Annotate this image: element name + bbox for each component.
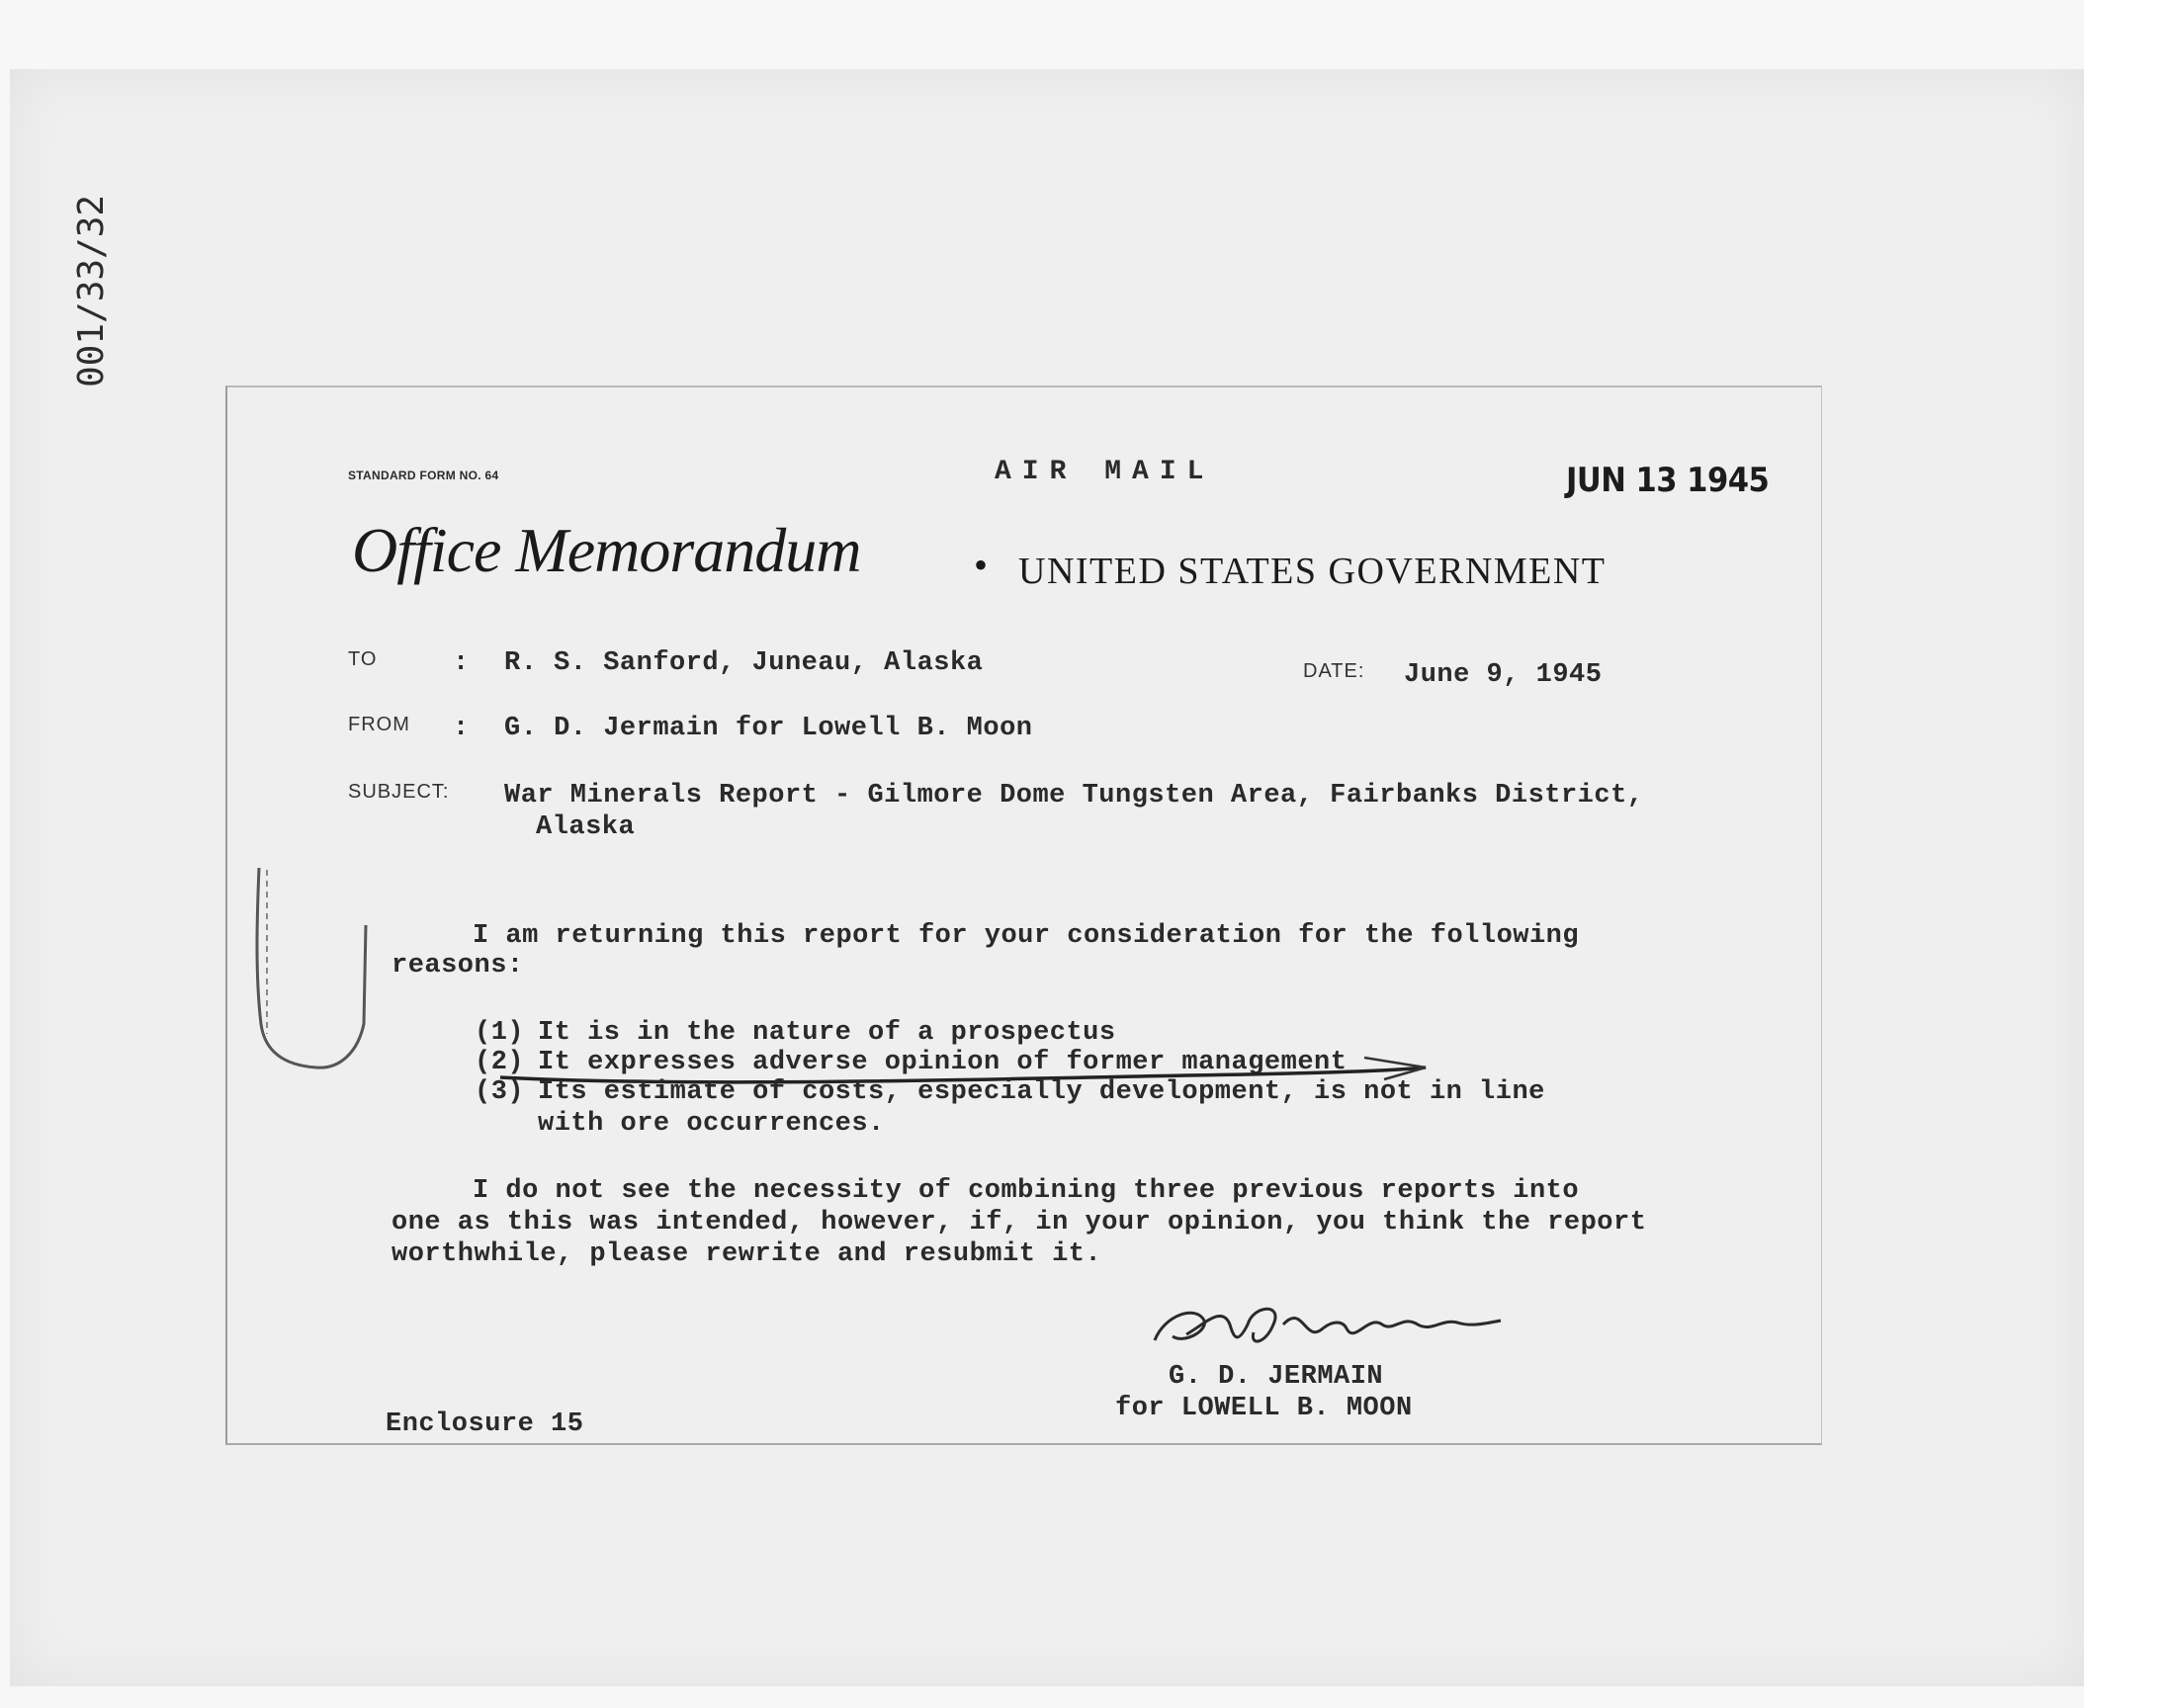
subject-line-1: War Minerals Report - Gilmore Dome Tungsten Area, Fairbanks District, [504, 781, 1644, 811]
signer-name: G. D. JERMAIN [1169, 1362, 1384, 1392]
reason-3-number: (3) [475, 1077, 525, 1107]
from-colon: : [453, 714, 470, 743]
reason-2-text: It expresses adverse opinion of former management [538, 1048, 1348, 1077]
received-date-stamp: JUN 13 1945 [1566, 461, 1770, 500]
to-colon: : [453, 648, 470, 678]
reason-3-continued: with ore occurrences. [538, 1109, 885, 1139]
margin-bracket-mark [241, 856, 390, 1083]
memo-title: Office Memorandum [352, 515, 861, 585]
date-value: June 9, 1945 [1404, 660, 1603, 690]
paragraph-2-line-3: worthwhile, please rewrite and resubmit it. [392, 1239, 1102, 1269]
scan-border [2084, 0, 2175, 1708]
intro-line-2: reasons: [392, 951, 524, 981]
reason-2-number: (2) [475, 1048, 525, 1077]
margin-handwritten-number: 001/33/32 [71, 194, 112, 387]
date-label: DATE: [1303, 660, 1365, 682]
from-value: G. D. Jermain for Lowell B. Moon [504, 714, 1033, 743]
agency-name: UNITED STATES GOVERNMENT [1018, 551, 1607, 592]
to-label: TO [348, 648, 378, 670]
form-number: STANDARD FORM NO. 64 [348, 469, 499, 482]
to-value: R. S. Sanford, Juneau, Alaska [504, 648, 984, 678]
title-separator: • [974, 543, 989, 587]
paragraph-2-line-2: one as this was intended, however, if, in your opinion, you think the report [392, 1208, 1647, 1238]
paragraph-2-line-1: I do not see the necessity of combining three previous reports into [473, 1176, 1580, 1206]
subject-line-2: Alaska [536, 812, 636, 842]
reason-1-number: (1) [475, 1018, 525, 1048]
reason-3-text: Its estimate of costs, especially development, is not in line [538, 1077, 1545, 1107]
signer-for-line: for LOWELL B. MOON [1115, 1394, 1413, 1423]
from-label: FROM [348, 714, 410, 735]
subject-label: SUBJECT: [348, 781, 450, 803]
handwritten-signature [1135, 1285, 1521, 1364]
intro-line-1: I am returning this report for your consideration for the following [473, 921, 1580, 951]
reason-1-text: It is in the nature of a prospectus [538, 1018, 1116, 1048]
air-mail-label: AIR MAIL [995, 457, 1215, 487]
enclosure-note: Enclosure 15 [386, 1409, 584, 1439]
